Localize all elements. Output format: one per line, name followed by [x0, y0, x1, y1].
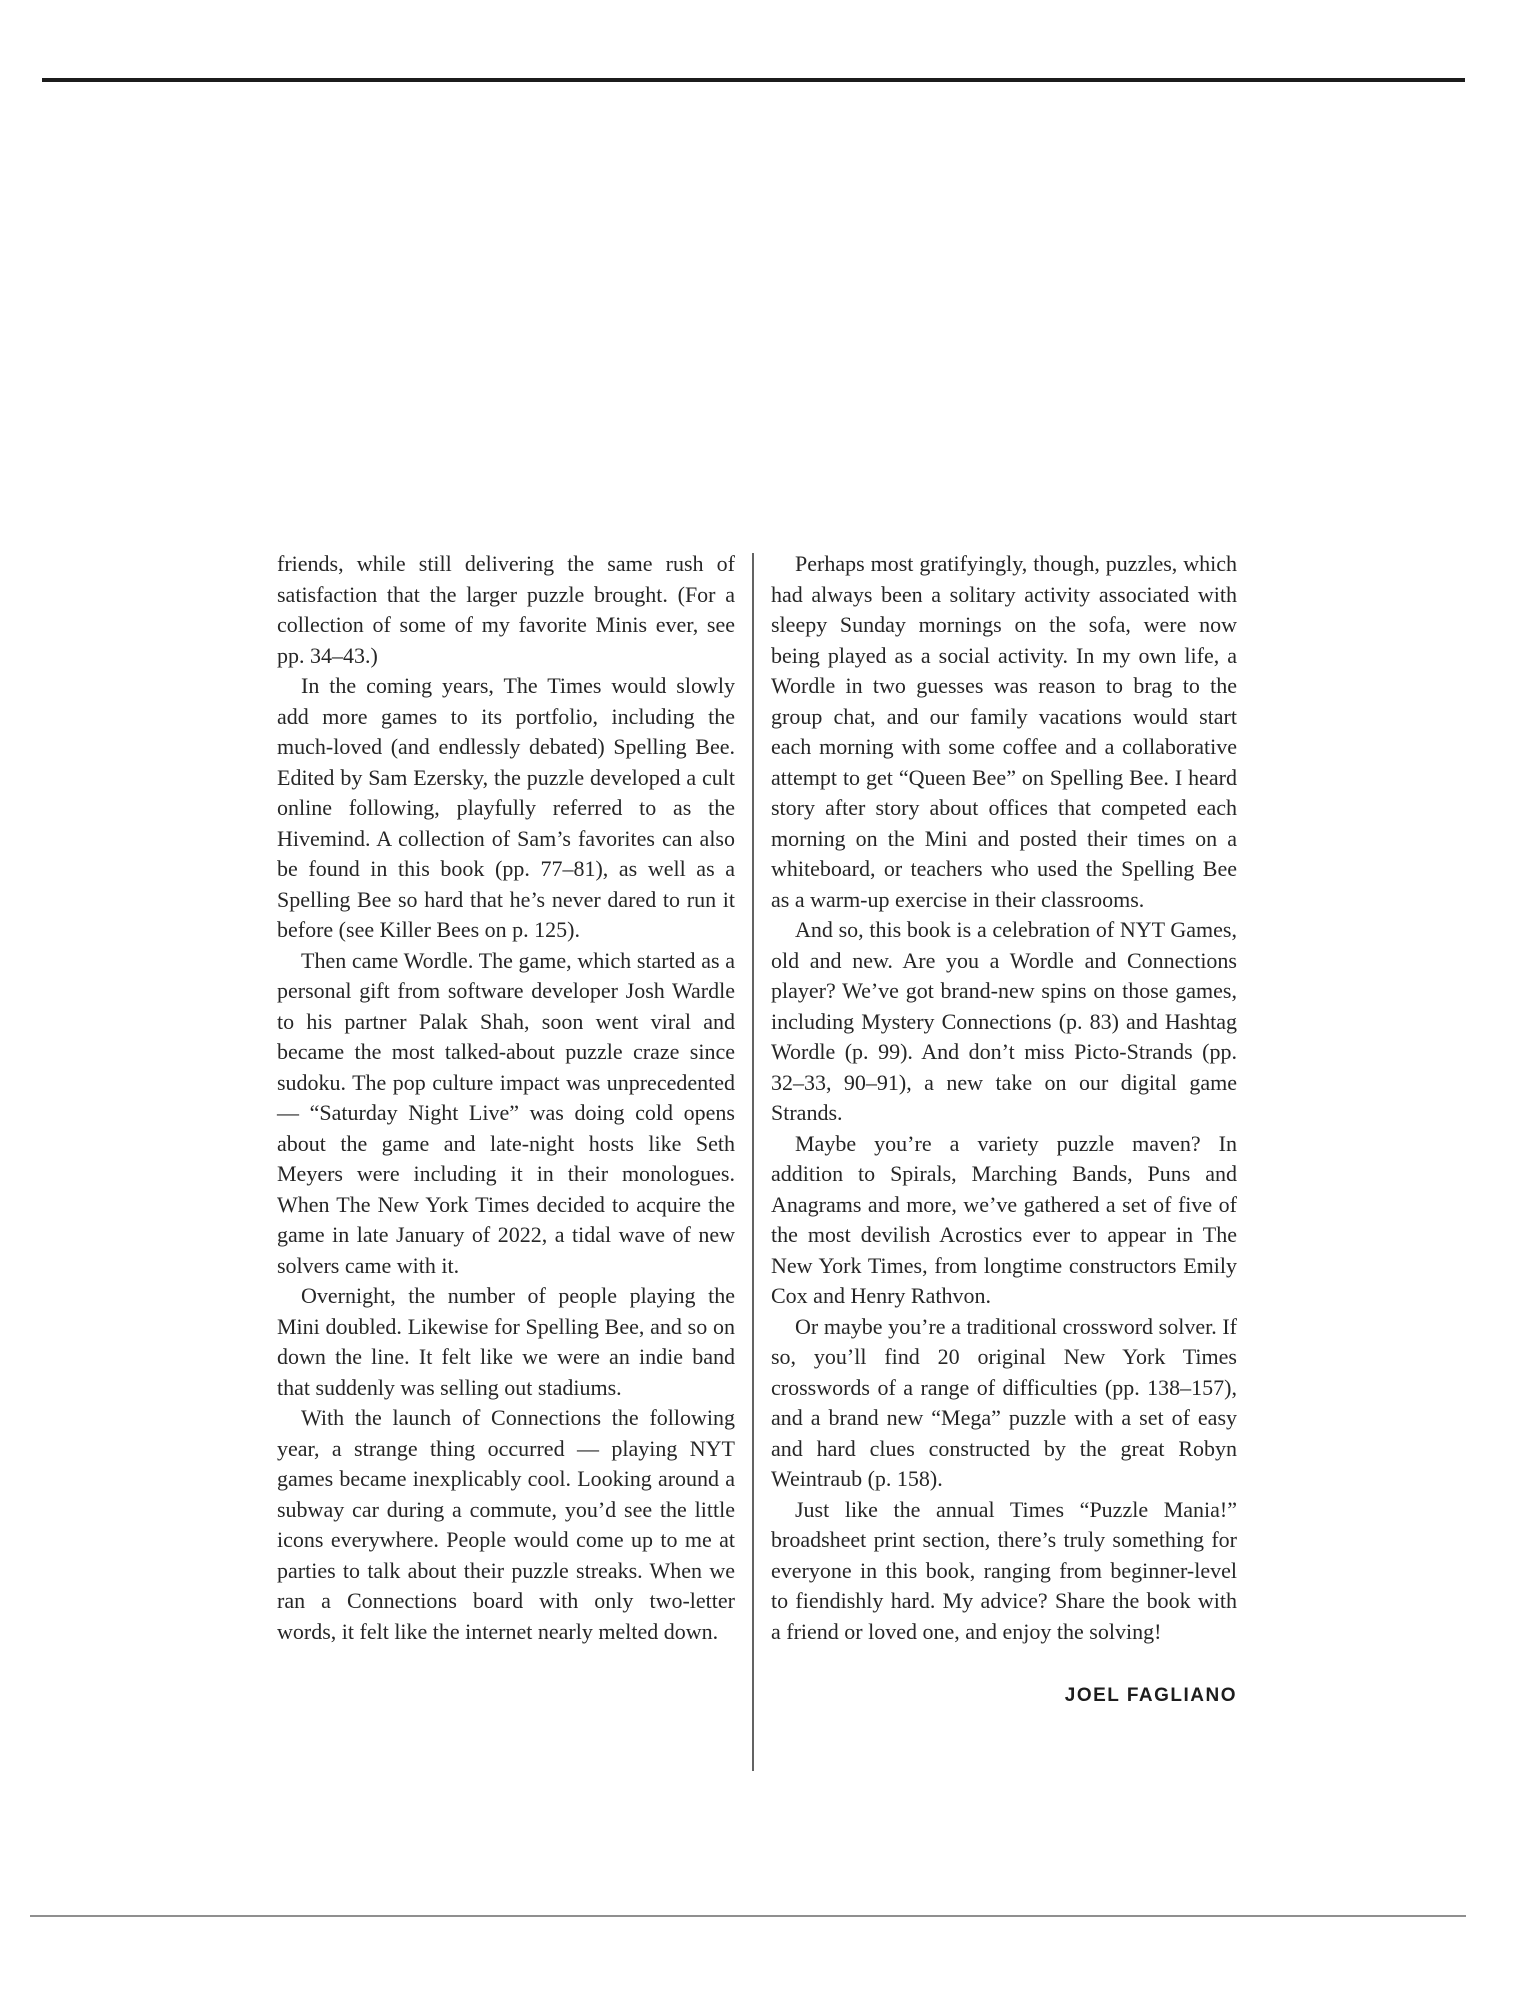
- column-divider: [752, 553, 754, 1771]
- paragraph: In the coming years, The Times would slowly add more games to its portfolio, including the much-loved (and endlessly debated) Spelling Bee. Edited by Sam Ezersky, the puzzle developed a cult online following, playfully referred to as the Hivemind. A collection of Sam’s favorites can also be found in this book (pp. 77–81), as well as a Spelling Bee so hard that he’s never dared to run it before (see Killer Bees on p. 125).: [277, 673, 735, 942]
- paragraph: With the launch of Connections the following year, a strange thing occurred — playing NYT games became inexplicably cool. Looking around a subway car during a commute, you’d see the little icons everywhere. People would come up to me at parties to talk about their puzzle streaks. When we ran a Connections board with only two-letter words, it felt like the internet nearly melted down.: [277, 1405, 735, 1644]
- paragraph: Just like the annual Times “Puzzle Mania!” broadsheet print section, there’s truly something for everyone in this book, ranging from beginner-level to fiendishly hard. My advice? Share the book with a friend or loved one, and enjoy the solving!: [771, 1496, 1237, 1644]
- paragraph: friends, while still delivering the same rush of satisfaction that the larger puzzle brought. (For a collection of some of my favorite Minis ever, see pp. 34–43.): [277, 551, 735, 668]
- paragraph: Maybe you’re a variety puzzle maven? In addition to Spirals, Marching Bands, Puns and Anagrams and more, we’ve gathered a set of five of the most devilish Acrostics ever to appear in The New York Times, from longtime constructors Emily Cox and Henry Rathvon.: [771, 1130, 1237, 1308]
- paragraph: Overnight, the number of people playing the Mini doubled. Likewise for Spelling Bee, and so on down the line. It felt like we were an indie band that suddenly was selling out stadiums.: [277, 1283, 735, 1400]
- byline: JOEL FAGLIANO: [1064, 1685, 1237, 1706]
- bottom-rule: [30, 1915, 1466, 1917]
- paragraph: Or maybe you’re a traditional crossword solver. If so, you’ll find 20 original New York Times crosswords of a range of difficulties (pp. 138–157), and a brand new “Mega” puzzle with a set of easy and hard clues constructed by the great Robyn Weintraub (p. 158).: [771, 1313, 1237, 1491]
- paragraph: And so, this book is a celebration of NYT Games, old and new. Are you a Wordle and Connections player? We’ve got brand-new spins on those games, including Mystery Connections (p. 83) and Hashtag Wordle (p. 99). And don’t miss Picto-Strands (pp. 32–33, 90–91), a new take on our digital game Strands.: [771, 917, 1237, 1125]
- top-rule: [42, 78, 1465, 82]
- right-column: [771, 549, 1237, 1712]
- paragraph: Then came Wordle. The game, which started as a personal gift from software developer Josh Wardle to his partner Palak Shah, soon went viral and became the most talked-about puzzle craze since sudoku. The pop culture impact was unprecedented — “Saturday Night Live” was doing cold opens about the game and late-night hosts like Seth Meyers were including it in their monologues. When The New York Times decided to acquire the game in late January of 2022, a tidal wave of new solvers came with it.: [277, 947, 735, 1278]
- paragraph: Perhaps most gratifyingly, though, puzzles, which had always been a solitary activity associated with sleepy Sunday mornings on the sofa, were now being played as a social activity. In my own life, a Wordle in two guesses was reason to brag to the group chat, and our family vacations would start each morning with some coffee and a collaborative attempt to get “Queen Bee” on Spelling Bee. I heard story after story about offices that competed each morning on the Mini and posted their times on a whiteboard, or teachers who used the Spelling Bee as a warm-up exercise in their classrooms.: [771, 551, 1237, 912]
- left-column: [277, 549, 735, 1647]
